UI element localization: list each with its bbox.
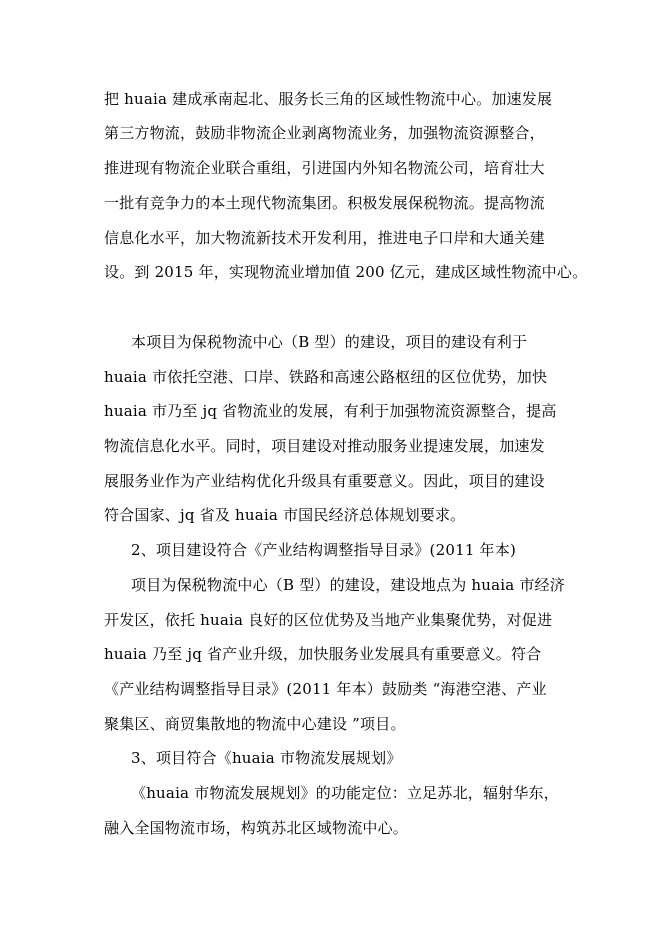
paragraph-2-line-2: huaia 市依托空港、口岸、铁路和高速公路枢纽的区位优势，加快 — [104, 368, 548, 386]
paragraph-3-line-2: 开发区，依托 huaia 良好的区位优势及当地产业集聚优势，对促进 — [104, 611, 553, 629]
paragraph-2-line-5: 展服务业作为产业结构优化升级具有重要意义。因此，项目的建设 — [104, 472, 545, 490]
paragraph-2-line-1: 本项目为保税物流中心（B 型）的建设，项目的建设有利于 — [131, 333, 528, 351]
paragraph-4-line-1: 《huaia 市物流发展规划》的功能定位：立足苏北，辐射华东， — [131, 784, 559, 802]
section-heading-2: 2、项目建设符合《产业结构调整指导目录》(2011 年本) — [131, 541, 516, 559]
paragraph-3-line-3: huaia 乃至 jq 省产业升级，加快服务业发展具有重要意义。符合 — [104, 645, 542, 663]
paragraph-2-line-6: 符合国家、jq 省及 huaia 市国民经济总体规划要求。 — [104, 506, 466, 524]
paragraph-2-line-3: huaia 市乃至 jq 省物流业的发展，有利于加强物流资源整合，提高 — [104, 402, 557, 420]
paragraph-2-line-4: 物流信息化水平。同时，项目建设对推动服务业提速发展，加速发 — [104, 437, 545, 455]
paragraph-3-line-5: 聚集区、商贸集散地的物流中心建设 ”项目。 — [104, 715, 406, 733]
paragraph-1-line-6: 设。到 2015 年，实现物流业增加值 200 亿元，建成区域性物流中心。 — [104, 263, 588, 281]
paragraph-1-line-2: 第三方物流，鼓励非物流企业剥离物流业务，加强物流资源整合， — [104, 124, 545, 142]
paragraph-1-line-3: 推进现有物流企业联合重组，引进国内外知名物流公司，培育壮大 — [104, 159, 545, 177]
section-heading-3: 3、项目符合《huaia 市物流发展规划》 — [131, 749, 402, 767]
paragraph-1-line-5: 信息化水平，加大物流新技术开发利用，推进电子口岸和大通关建 — [104, 229, 545, 247]
paragraph-3-line-4: 《产业结构调整指导目录》(2011 年本）鼓励类 “海港空港、产业 — [104, 680, 547, 698]
paragraph-4-line-2: 融入全国物流市场，构筑苏北区域物流中心。 — [104, 819, 409, 837]
paragraph-1-line-4: 一批有竞争力的本土现代物流集团。积极发展保税物流。提高物流 — [104, 194, 545, 212]
paragraph-3-line-1: 项目为保税物流中心（B 型）的建设，建设地点为 huaia 市经济 — [131, 576, 565, 594]
paragraph-1-line-1: 把 huaia 建成承南起北、服务长三角的区域性物流中心。加速发展 — [104, 90, 553, 108]
